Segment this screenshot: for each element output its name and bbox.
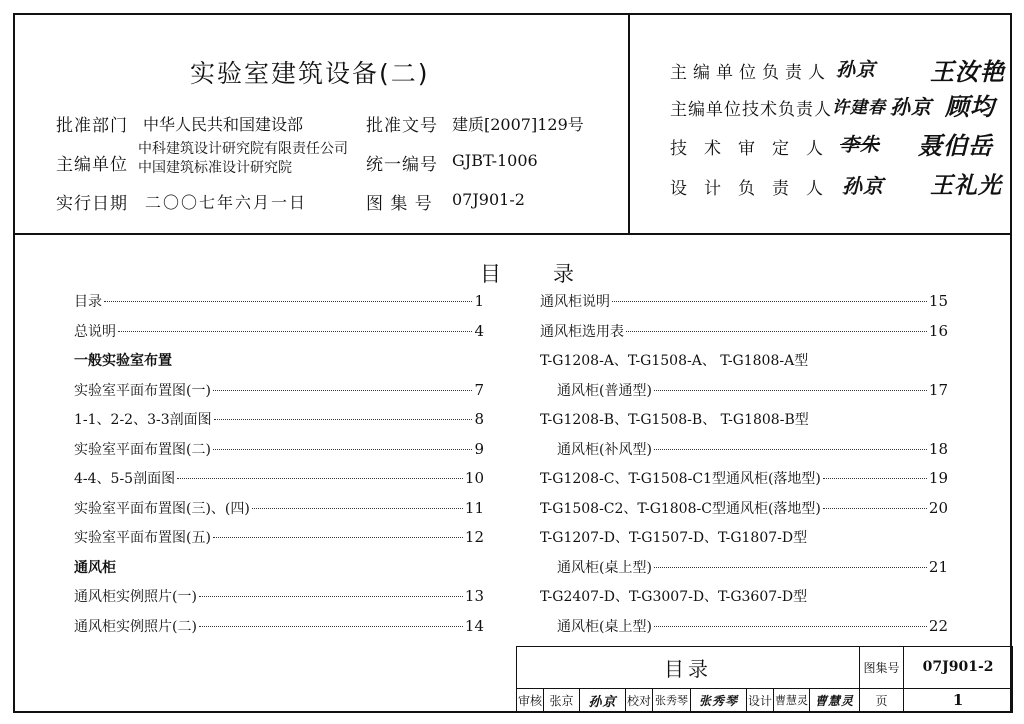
toc-leader-dots [104, 301, 472, 302]
toc-entry [540, 409, 948, 429]
toc-entry-page: 16 [928, 321, 948, 340]
toc-entry[interactable] [540, 291, 948, 311]
review-name: 张京 [544, 688, 580, 712]
chief-unit-line-1: 中科建筑设计研究院有限责任公司 [138, 141, 348, 157]
approval-doc-label: 批准文号 [366, 116, 438, 136]
check-signature: 张秀琴 [691, 688, 747, 712]
design-label: 设计 [747, 688, 774, 712]
design-name: 曹慧灵 [774, 688, 810, 712]
toc-entry[interactable] [540, 321, 948, 341]
toc-entry-title: 通风柜(补风型) [557, 441, 652, 458]
toc-entry-page: 14 [464, 616, 484, 635]
atlas-no-box-label: 图集号 [860, 647, 904, 689]
toc-entry[interactable] [74, 380, 484, 400]
toc-entry-page: 18 [928, 439, 948, 458]
toc-leader-dots [823, 478, 927, 479]
page-label: 页 [860, 688, 904, 712]
toc-section-heading [74, 350, 484, 370]
toc-entry [540, 586, 948, 606]
toc-entry-title: 通风柜(桌上型) [557, 618, 652, 635]
atlas-no-label: 图 集 号 [366, 194, 433, 214]
toc-entry-page: 11 [464, 498, 484, 517]
review-signature: 孙京 [580, 688, 626, 712]
toc-entry-title: T-G1207-D、T-G1507-D、T-G1807-D型 [540, 530, 808, 546]
toc-entry-page: 13 [464, 587, 484, 605]
check-label: 校对 [626, 688, 653, 712]
toc-entry[interactable] [74, 321, 484, 341]
toc-entry-title: 目录 [74, 294, 102, 310]
chief-unit-label: 主编单位 [56, 155, 128, 175]
toc-entry[interactable] [74, 616, 484, 636]
signature-2c: 顾均 [945, 93, 995, 121]
toc-entry-title: 通风柜选用表 [540, 323, 624, 340]
toc-entry[interactable] [74, 291, 484, 311]
atlas-no-value: 07J901-2 [452, 190, 525, 209]
toc-entry[interactable] [540, 498, 948, 518]
toc-entry-page: 22 [928, 616, 948, 635]
toc-leader-dots [654, 626, 927, 627]
toc-entry-title: 通风柜(桌上型) [557, 559, 652, 576]
toc-entry-title: 1-1、2-2、3-3剖面图 [74, 412, 212, 428]
toc-leader-dots [213, 537, 463, 538]
header-column-divider [628, 13, 630, 234]
toc-entry-page: 19 [928, 469, 948, 487]
toc-entry[interactable] [557, 557, 948, 577]
header-divider [13, 233, 1012, 235]
toc-entry-title: T-G1208-B、T-G1508-B、 T-G1808-B型 [540, 412, 809, 428]
check-name: 张秀琴 [653, 688, 691, 712]
effective-date-value: 二〇〇七年六月一日 [145, 193, 308, 212]
toc-entry[interactable] [74, 498, 484, 518]
toc-leader-dots [118, 331, 472, 332]
toc-entry[interactable] [557, 380, 948, 400]
toc-leader-dots [626, 331, 927, 332]
toc-leader-dots [199, 596, 463, 597]
signature-1a: 孙京 [836, 59, 877, 81]
toc-leader-dots [213, 449, 473, 450]
toc-entry-page: 8 [474, 410, 484, 428]
toc-entry-title: 实验室平面布置图(三)、(四) [74, 500, 250, 517]
toc-leader-dots [213, 390, 473, 391]
toc-entry-page: 4 [474, 321, 484, 340]
responsible-label-4: 设计负责人 [670, 179, 840, 199]
toc-entry-title: T-G1208-A、T-G1508-A、 T-G1808-A型 [540, 353, 809, 369]
effective-date-label: 实行日期 [56, 194, 128, 214]
page-number: 1 [904, 688, 1013, 712]
signature-4a: 孙京 [842, 174, 884, 198]
toc-entry-title: 通风柜实例照片(一) [74, 589, 197, 605]
toc-entry-page: 7 [474, 380, 484, 399]
responsible-label-3: 技术审定人 [670, 139, 840, 159]
approval-dept-value: 中华人民共和国建设部 [143, 115, 304, 134]
toc-leader-dots [177, 478, 463, 479]
toc-entry [540, 350, 948, 370]
review-label: 审核 [517, 688, 544, 712]
toc-entry[interactable] [557, 439, 948, 459]
signature-3a: 李朱 [840, 134, 881, 156]
toc-entry[interactable] [74, 527, 484, 547]
toc-entry-title: T-G1508-C2、T-G1808-C型通风柜(落地型) [540, 500, 821, 517]
toc-leader-dots [612, 301, 927, 302]
toc-leader-dots [252, 508, 463, 509]
approval-doc-value: 建质[2007]129号 [452, 115, 584, 134]
toc-entry-title: 4-4、5-5剖面图 [74, 471, 176, 487]
toc-heading: 目录 [480, 262, 626, 286]
toc-entry [540, 527, 948, 547]
toc-leader-dots [654, 449, 927, 450]
toc-entry-title: 通风柜实例照片(二) [74, 618, 197, 635]
signature-1b: 王汝艳 [930, 58, 1005, 86]
signature-2a: 许建春 [832, 98, 886, 118]
toc-entry-title: T-G1208-C、T-G1508-C1型通风柜(落地型) [540, 471, 821, 487]
responsible-label-2: 主编单位技术负责人 [670, 100, 832, 120]
signature-2b: 孙京 [890, 95, 932, 119]
toc-entry[interactable] [74, 409, 484, 429]
toc-entry-title: 一般实验室布置 [74, 353, 172, 369]
toc-entry-page: 9 [474, 439, 484, 458]
toc-entry[interactable] [557, 616, 948, 636]
toc-entry-page: 21 [928, 557, 948, 576]
toc-entry[interactable] [74, 586, 484, 606]
toc-entry-page: 1 [474, 292, 484, 310]
toc-leader-dots [823, 508, 927, 509]
approval-dept-label: 批准部门 [56, 116, 128, 136]
toc-leader-dots [199, 626, 463, 627]
toc-entry-title: 实验室平面布置图(二) [74, 441, 211, 458]
chief-unit-line-2: 中国建筑标准设计研究院 [138, 160, 292, 176]
toc-leader-dots [654, 390, 927, 391]
title-block [516, 646, 1012, 713]
toc-entry[interactable] [74, 468, 484, 488]
toc-entry-page: 20 [928, 498, 948, 517]
toc-entry[interactable] [74, 439, 484, 459]
atlas-no-box-value: 07J901-2 [904, 647, 1013, 689]
toc-entry-title: 通风柜 [74, 559, 116, 576]
toc-entry-page: 12 [464, 528, 484, 546]
toc-entry-title: 实验室平面布置图(五) [74, 530, 211, 546]
responsible-label-1: 主编单位负责人 [670, 63, 831, 83]
toc-entry-page: 17 [928, 380, 948, 399]
toc-entry-title: 通风柜说明 [540, 294, 610, 310]
toc-entry-page: 10 [464, 469, 484, 487]
toc-entry[interactable] [540, 468, 948, 488]
toc-section-heading [74, 557, 484, 577]
toc-entry-page: 15 [928, 292, 948, 310]
unified-no-value: GJBT-1006 [452, 151, 538, 170]
toc-leader-dots [214, 419, 473, 420]
toc-entry-title: 实验室平面布置图(一) [74, 382, 211, 399]
signature-4b: 王礼光 [930, 173, 1002, 199]
toc-entry-title: T-G2407-D、T-G3007-D、T-G3607-D型 [540, 589, 808, 605]
toc-entry-title: 总说明 [74, 323, 116, 340]
sheet-title: 目录 [517, 647, 860, 689]
toc-entry-title: 通风柜(普通型) [557, 382, 652, 399]
atlas-title: 实验室建筑设备(二) [190, 59, 430, 88]
design-signature: 曹慧灵 [810, 688, 860, 712]
toc-leader-dots [654, 567, 927, 568]
unified-no-label: 统一编号 [366, 155, 438, 175]
signature-3b: 聂伯岳 [918, 132, 993, 160]
